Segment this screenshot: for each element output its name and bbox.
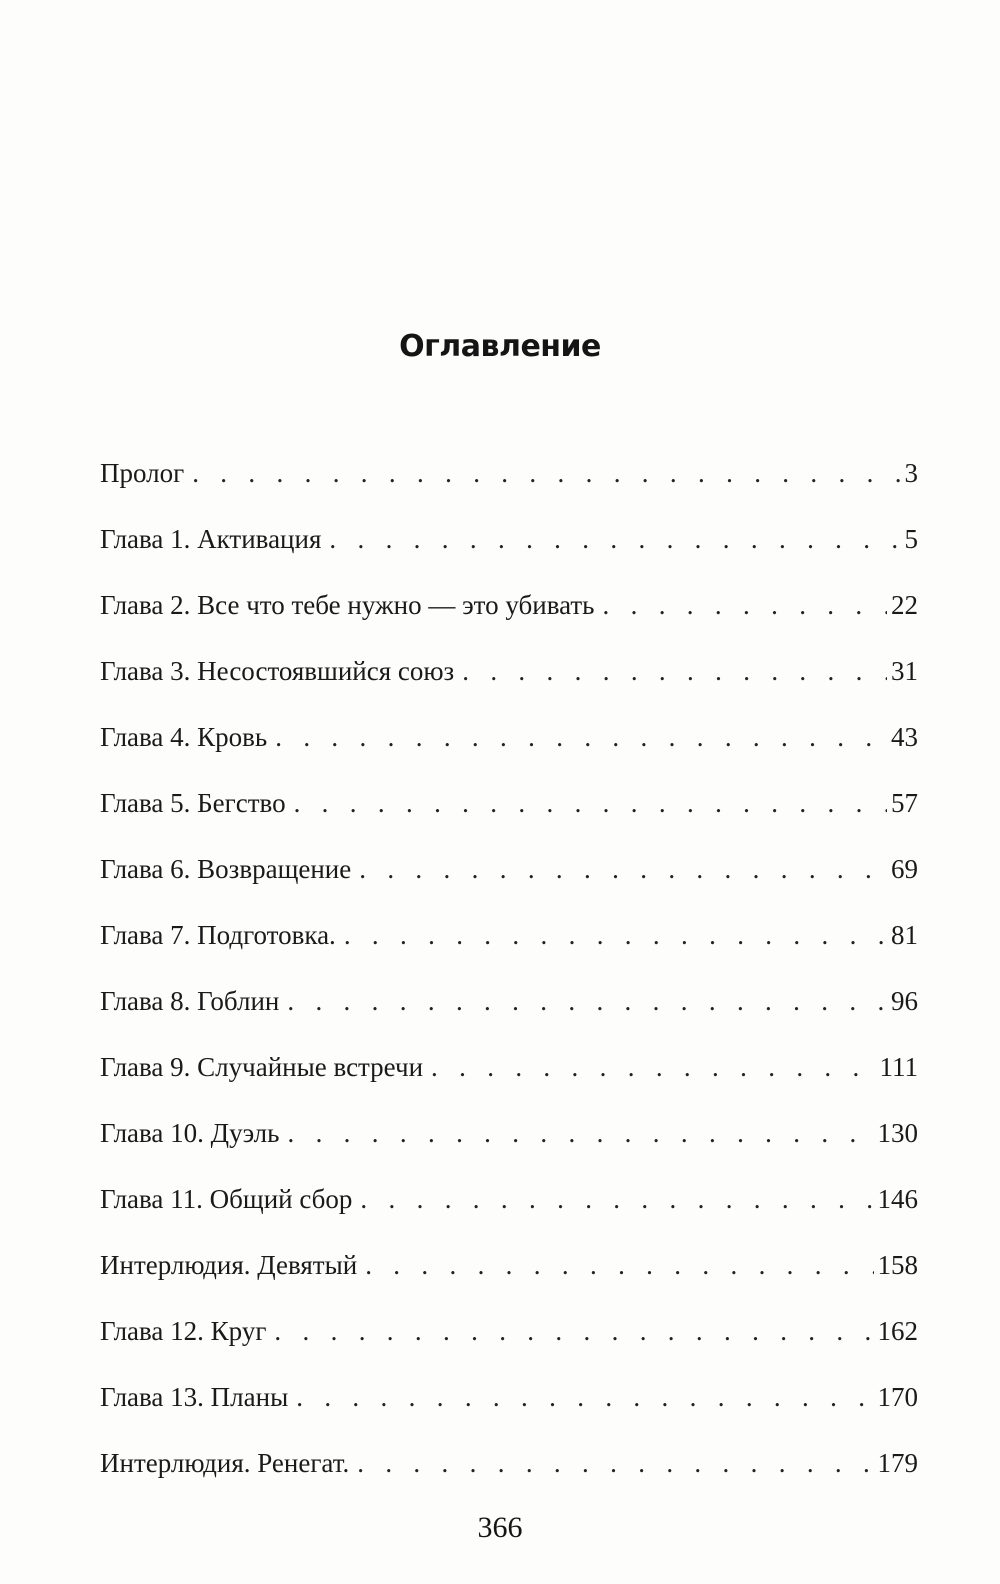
toc-entry[interactable] [100, 976, 918, 1042]
dot-leader [274, 1306, 873, 1356]
toc-entry-page: 57 [891, 788, 918, 818]
dot-leader [360, 1174, 873, 1224]
toc-entry-title: Глава 13. Планы [100, 1382, 289, 1412]
dot-leader [287, 1108, 873, 1158]
dot-leader [603, 580, 888, 630]
toc-entry-page: 69 [891, 854, 918, 884]
toc-entry[interactable] [100, 580, 918, 646]
toc-entry-title: Глава 12. Круг [100, 1316, 267, 1346]
toc-entry[interactable] [100, 514, 918, 580]
toc-entry[interactable] [100, 1174, 918, 1240]
toc-entry-page: 81 [891, 920, 918, 950]
toc-entry-page: 146 [877, 1184, 918, 1214]
dot-leader [357, 1438, 873, 1488]
dot-leader [296, 1372, 873, 1422]
toc-entry-title: Глава 6. Возвращение [100, 854, 352, 884]
dot-leader [359, 844, 887, 894]
toc-entry-page: 130 [877, 1118, 918, 1148]
toc-entry[interactable] [100, 910, 918, 976]
page-title: Оглавление [399, 329, 601, 365]
toc-entry-title: Интерлюдия. Ренегат. [100, 1448, 350, 1478]
toc-entry-title: Глава 8. Гоблин [100, 986, 280, 1016]
toc-entry-title: Глава 7. Подготовка. [100, 920, 336, 950]
page-number: 366 [477, 1511, 523, 1544]
toc-entry-page: 5 [904, 524, 918, 554]
toc-entry-page: 22 [891, 590, 918, 620]
dot-leader [294, 778, 887, 828]
toc-entry-title: Глава 10. Дуэль [100, 1118, 280, 1148]
toc-entry-page: 170 [877, 1382, 918, 1412]
toc-entry[interactable] [100, 1438, 918, 1504]
dot-leader [431, 1042, 875, 1092]
toc-entry[interactable] [100, 844, 918, 910]
toc-entry[interactable] [100, 1108, 918, 1174]
toc-entry[interactable] [100, 448, 918, 514]
toc-entry-page: 179 [877, 1448, 918, 1478]
toc-entry[interactable] [100, 1372, 918, 1438]
toc-entry[interactable] [100, 646, 918, 712]
toc-entry[interactable] [100, 778, 918, 844]
table-of-contents [100, 448, 918, 1504]
dot-leader [329, 514, 900, 564]
toc-entry-page: 158 [877, 1250, 918, 1280]
toc-entry[interactable] [100, 712, 918, 778]
toc-entry-title: Глава 3. Несостоявшийся союз [100, 656, 455, 686]
dot-leader [192, 448, 900, 498]
toc-entry[interactable] [100, 1306, 918, 1372]
toc-entry-title: Глава 5. Бегство [100, 788, 286, 818]
toc-entry-title: Глава 1. Активация [100, 524, 322, 554]
toc-entry-title: Глава 2. Все что тебе нужно — это убивать [100, 590, 595, 620]
toc-entry-title: Глава 4. Кровь [100, 722, 268, 752]
dot-leader [275, 712, 887, 762]
toc-entry-page: 111 [879, 1052, 918, 1082]
toc-entry-title: Пролог [100, 458, 185, 488]
dot-leader [344, 910, 887, 960]
toc-entry-page: 3 [904, 458, 918, 488]
toc-entry-title: Интерлюдия. Девятый [100, 1250, 358, 1280]
dot-leader [365, 1240, 873, 1290]
toc-entry-title: Глава 9. Случайные встречи [100, 1052, 424, 1082]
dot-leader [462, 646, 887, 696]
toc-entry-page: 31 [891, 656, 918, 686]
toc-entry-title: Глава 11. Общий сбор [100, 1184, 353, 1214]
toc-entry-page: 43 [891, 722, 918, 752]
dot-leader [287, 976, 887, 1026]
toc-entry-page: 162 [877, 1316, 918, 1346]
toc-entry-page: 96 [891, 986, 918, 1016]
toc-entry[interactable] [100, 1240, 918, 1306]
toc-entry[interactable] [100, 1042, 918, 1108]
